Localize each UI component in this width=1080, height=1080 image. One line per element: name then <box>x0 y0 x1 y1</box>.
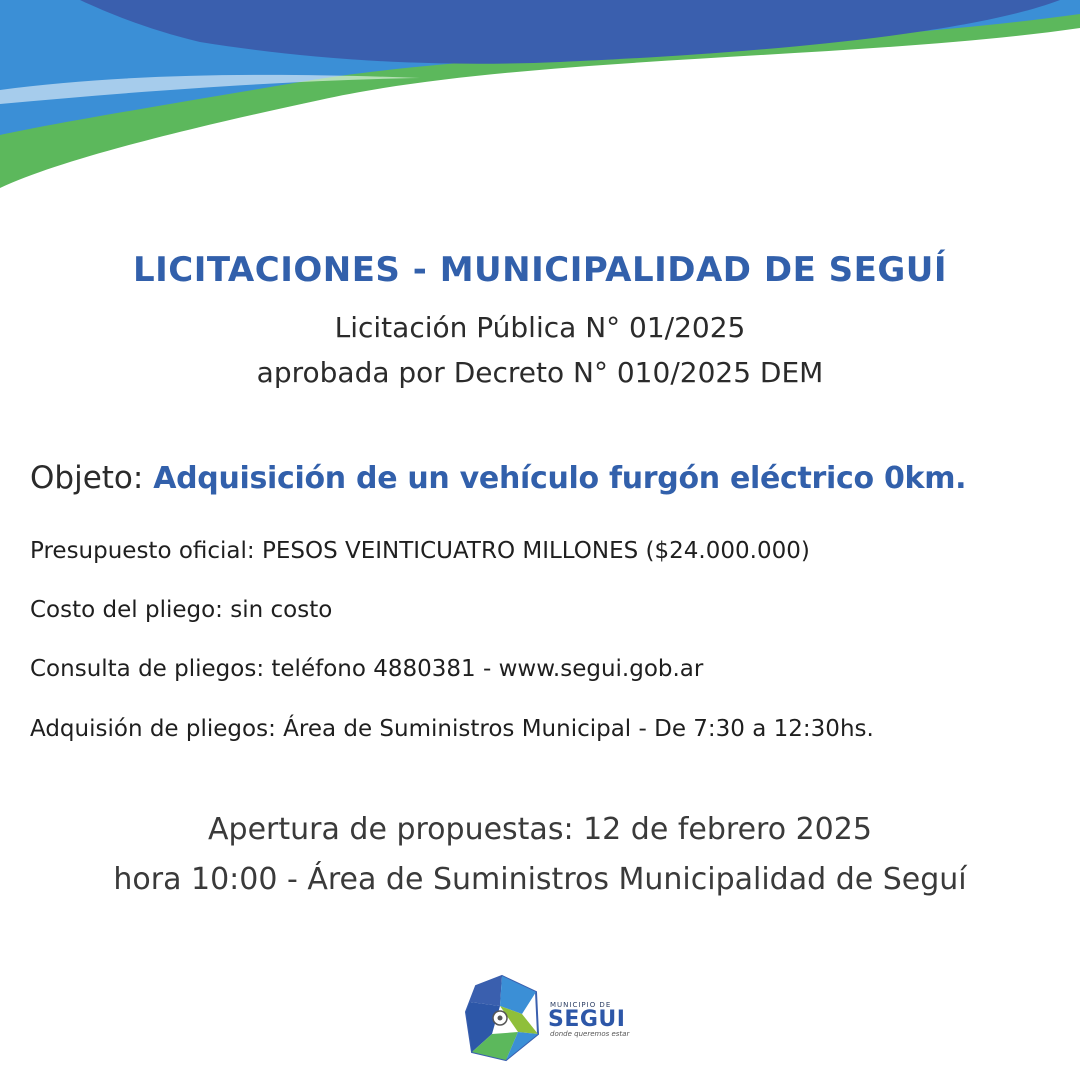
presupuesto-oficial: Presupuesto oficial: PESOS VEINTICUATRO MILLONES ($24.000.000) <box>30 538 810 564</box>
consulta-de-pliegos: Consulta de pliegos: teléfono 4880381 - www.segui.gob.ar <box>30 656 704 682</box>
licitacion-number: Licitación Pública N° 01/2025 <box>334 311 746 344</box>
apertura-date: Apertura de propuestas: 12 de febrero 2025 <box>208 812 872 847</box>
objeto-value: Adquisición de un vehículo furgón eléctrico 0km. <box>153 461 967 496</box>
logo-tagline: donde queremos estar <box>550 1030 630 1038</box>
page-title: LICITACIONES - MUNICIPALIDAD DE SEGUÍ <box>132 250 948 290</box>
apertura-place: hora 10:00 - Área de Suministros Municipalidad de Seguí <box>113 862 967 897</box>
adquisicion-de-pliegos: Adquisión de pliegos: Área de Suministros Municipal - De 7:30 a 12:30hs. <box>30 716 874 742</box>
logo-name: SEGUI <box>548 1007 626 1032</box>
logo-emblem-icon <box>462 972 542 1064</box>
logo-small-text: MUNICIPIO DE <box>550 1001 612 1009</box>
header-wave-decoration <box>0 0 1080 200</box>
objeto-line <box>30 460 966 496</box>
costo-del-pliego: Costo del pliego: sin costo <box>30 597 333 623</box>
decreto-approval: aprobada por Decreto N° 010/2025 DEM <box>256 356 824 389</box>
objeto-label: Objeto: <box>30 460 154 496</box>
municipio-segui-logo <box>462 972 630 1064</box>
